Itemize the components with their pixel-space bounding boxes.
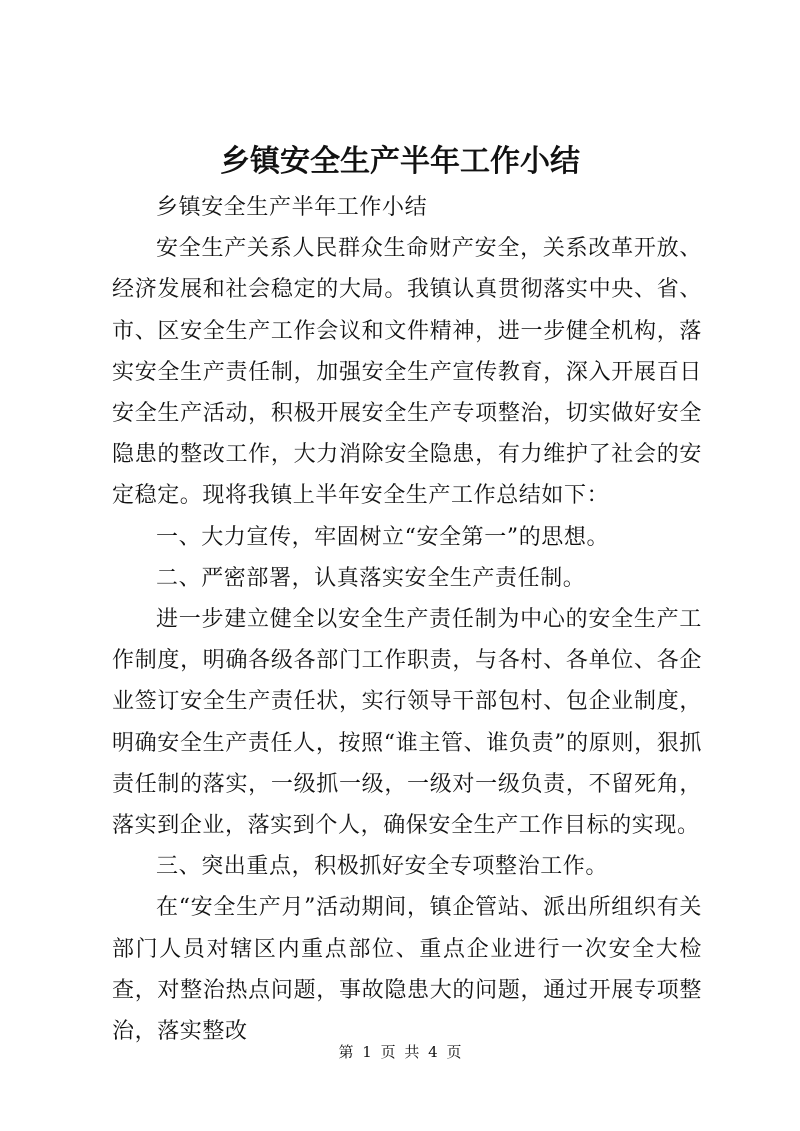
section-2-paragraph: 进一步建立健全以安全生产责任制为中心的安全生产工作制度，明确各级各部门工作职责，与各村、各单位、各企业签订安全生产责任状，实行领导干部包村、包企业制度，明确安全生产责任人，按照“谁主管、谁负责”的原则，狠抓责任制的落实，一级抓一级，一级对一级负责，不留死角，落实到企业，落实到个人，确保安全生产工作目标的实现。 xyxy=(112,607,702,839)
section-3-paragraph: 在“安全生产月”活动期间，镇企管站、派出所组织有关部门人员对辖区内重点部位、重点企业进行一次安全大检查，对整治热点问题，事故隐患大的问题，通过开展专项整治，落实整改 xyxy=(112,895,702,1045)
section-heading-3: 三、突出重点，积极抓好安全专项整治工作。 xyxy=(156,854,609,880)
intro-paragraph: 安全生产关系人民群众生命财产安全，关系改革开放、经济发展和社会稳定的大局。我镇认真贯彻落实中央、省、市、区安全生产工作会议和文件精神，进一步健全机构，落实安全生产责任制，加强安全生产宣传教育，深入开展百日安全生产活动，积极开展安全生产专项整治，切实做好安全隐患的整改工作，大力消除安全隐患，有力维护了社会的安定稳定。现将我镇上半年安全生产工作总结如下： xyxy=(112,236,702,509)
subtitle-paragraph: 乡镇安全生产半年工作小结 xyxy=(156,195,428,220)
section-heading-1: 一、大力宣传，牢固树立“安全第一”的思想。 xyxy=(156,524,610,550)
document-title: 乡镇安全生产半年工作小结 xyxy=(220,144,580,179)
document-body xyxy=(112,187,702,1052)
section-heading-2: 二、严密部署，认真落实安全生产责任制。 xyxy=(156,565,586,591)
page-number-footer: 第 1 页 共 4 页 xyxy=(338,1043,462,1061)
